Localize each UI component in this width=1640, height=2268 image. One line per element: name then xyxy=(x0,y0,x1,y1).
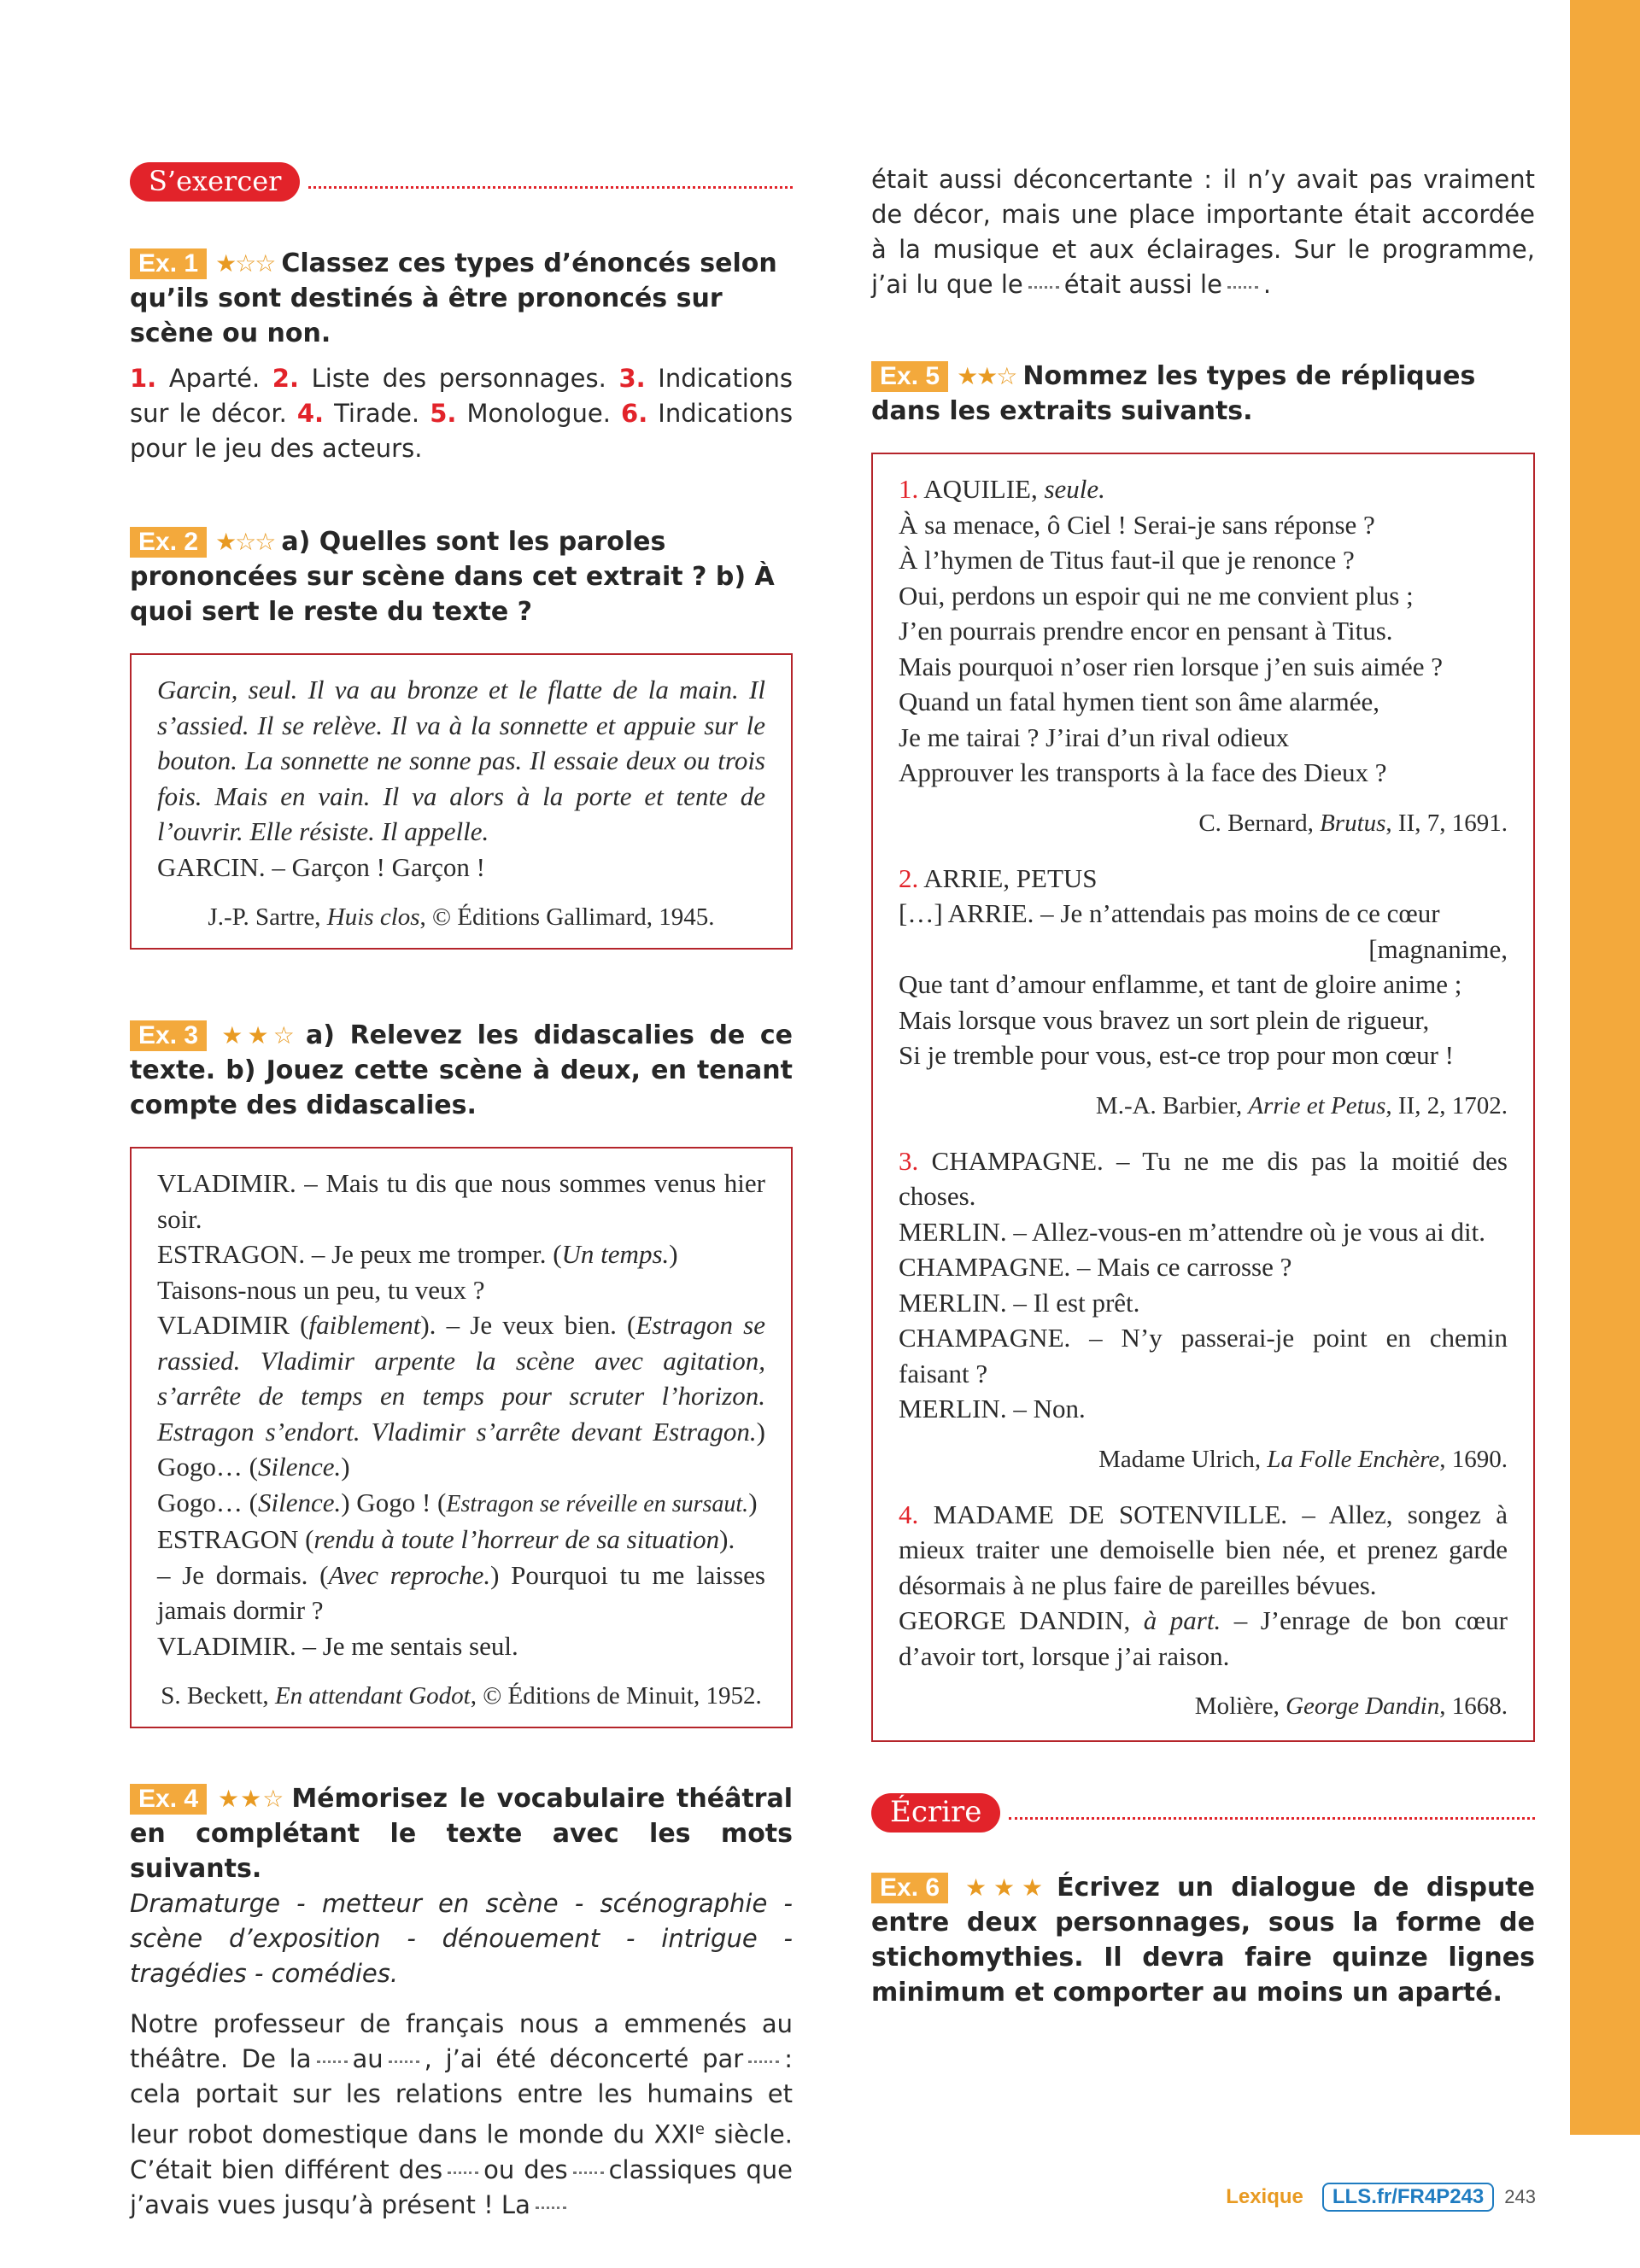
exercise-2-instruction: a) Quelles sont les paroles prononcées sur scène dans cet extrait ? b) À quoi sert le reste du texte ? xyxy=(130,527,775,627)
stage-direction: faiblement xyxy=(308,1310,421,1340)
left-column xyxy=(130,162,793,2223)
excerpts-box xyxy=(871,453,1535,1742)
excerpt-box-sartre xyxy=(130,653,793,950)
item-text: Monologue. xyxy=(466,399,611,428)
dialogue-line xyxy=(157,1522,765,1558)
line-text: VLADIMIR ( xyxy=(157,1310,309,1340)
source-work: Huis clos xyxy=(326,903,420,931)
source-work: Arrie et Petus xyxy=(1248,1091,1386,1119)
blank-field[interactable] xyxy=(317,2060,348,2063)
blank-field[interactable] xyxy=(1028,286,1059,289)
exercise-6 xyxy=(871,1870,1535,2010)
speakers: ARRIE, PETUS xyxy=(923,862,1098,893)
exercise-3-instruction: a) Relevez les didascalies de ce texte. b) Jouez cette scène à deux, en tenant compte des didascalies. xyxy=(130,1020,793,1120)
source-ref: , 1668. xyxy=(1439,1692,1508,1720)
exercise-1-instruction: Classez ces types d’énoncés selon qu’ils sont destinés à être prononcés sur scène ou non. xyxy=(130,248,777,348)
exercise-6-badge: Ex. 6 xyxy=(871,1873,948,1903)
cloze-segment: siècle. C’était bien différent des xyxy=(130,2119,793,2184)
exercise-5-badge: Ex. 5 xyxy=(871,361,948,392)
exercise-4-instruction: Mémorisez le vocabulaire théâtral en complétant le texte avec les mots suivants. xyxy=(130,1784,793,1884)
right-column xyxy=(871,162,1535,2010)
excerpt-2 xyxy=(899,861,1508,1123)
stage-direction: Garcin, seul. Il va au bronze et le flatte de la main. Il s’assied. Il se relève. Il va à la sonnette et appuie sur le bouton. La sonnette ne sonne pas. Il essaie deux ou trois fois. Mais en vain. Il va alors à la porte et tente de l’ouvrir. Elle résiste. Il appelle. xyxy=(157,675,765,846)
page-footer xyxy=(1226,2183,1536,2212)
difficulty-stars-icon: ★★☆ xyxy=(957,362,1016,390)
source-author: J.-P. Sartre, xyxy=(208,903,327,931)
excerpt-source xyxy=(157,1679,765,1713)
exercise-5-title xyxy=(871,359,1535,429)
item-text: Aparté. xyxy=(168,364,261,393)
source-author: Madame Ulrich, xyxy=(1098,1445,1268,1473)
excerpt-source xyxy=(899,806,1508,840)
excerpt-heading xyxy=(899,471,1508,507)
exercise-1-badge: Ex. 1 xyxy=(130,248,207,279)
line-text: ). xyxy=(719,1524,735,1554)
dialogue-line xyxy=(157,1558,765,1628)
blank-field[interactable] xyxy=(536,2207,566,2209)
exercise-2 xyxy=(130,524,793,950)
verse-line: Mais pourquoi n’oser rien lorsque j’en suis aimée ? xyxy=(899,651,1444,681)
item-number: 3. xyxy=(618,364,646,393)
blank-field[interactable] xyxy=(573,2172,604,2174)
exercise-3-title xyxy=(130,1018,793,1123)
item-text: Tirade. xyxy=(334,399,420,428)
cloze-segment: ou des xyxy=(483,2154,568,2184)
dialogue-line xyxy=(157,1236,765,1272)
section-header-exercer xyxy=(130,162,793,202)
exercise-5 xyxy=(871,359,1535,1742)
source-author: M.-A. Barbier, xyxy=(1095,1091,1249,1119)
dotted-rule xyxy=(308,186,793,189)
verse-line: À l’hymen de Titus faut-il que je renonce ? xyxy=(899,545,1355,575)
blank-field[interactable] xyxy=(748,2060,779,2063)
footer-link[interactable]: LLS.fr/FR4P243 xyxy=(1322,2183,1494,2212)
line-text: GEORGE DANDIN, xyxy=(899,1605,1144,1635)
dialogue-line xyxy=(157,1307,765,1485)
exercise-4 xyxy=(130,1781,793,2223)
source-work: George Dandin xyxy=(1286,1692,1440,1720)
dialogue-line: VLADIMIR. – Je me sentais seul. xyxy=(157,1630,518,1661)
dialogue-line: GARCIN. – Garçon ! Garçon ! xyxy=(157,851,485,882)
line-text: MADAME DE SOTENVILLE. – Allez, songez à mieux traiter une demoiselle bien née, et prenez garde désormais à ne plus faire de pareilles bévues. xyxy=(899,1499,1508,1600)
item-number: 5. xyxy=(430,399,457,428)
source-author: S. Beckett, xyxy=(161,1682,275,1710)
item-number: 4. xyxy=(296,399,325,428)
verse-line: J’en pourrais prendre encor en pensant à Titus. xyxy=(899,616,1393,646)
exercise-3 xyxy=(130,1018,793,1728)
stage-direction: rendu à toute l’horreur de sa situation xyxy=(313,1524,720,1554)
dialogue-line: VLADIMIR. – Mais tu dis que nous sommes venus hier soir. xyxy=(157,1168,765,1234)
dialogue-line xyxy=(899,1143,1508,1214)
dialogue-line xyxy=(157,1485,765,1523)
footer-lexique-label: Lexique xyxy=(1226,2185,1303,2208)
dialogue-line: MERLIN. – Allez-vous-en m’attendre où je vous ai dit. xyxy=(899,1216,1486,1247)
section-title-exercer: S’exercer xyxy=(130,162,300,202)
exercise-1-title xyxy=(130,246,793,351)
blank-field[interactable] xyxy=(448,2172,478,2174)
dialogue-line: MERLIN. – Non. xyxy=(899,1394,1086,1423)
cloze-segment: . xyxy=(1262,270,1272,299)
dialogue-line: CHAMPAGNE. – Mais ce carrosse ? xyxy=(899,1252,1292,1282)
source-publisher: , © Éditions Gallimard, 1945. xyxy=(419,903,715,931)
source-ref: , 1690. xyxy=(1439,1445,1508,1473)
line-text: ) Gogo ! ( xyxy=(341,1487,447,1517)
verse-line: Oui, perdons un espoir qui ne me convient plus ; xyxy=(899,580,1414,611)
difficulty-stars-icon: ★☆☆ xyxy=(215,528,275,556)
cloze-segment: était aussi déconcertante : il n’y avait pas vraiment de décor, mais une place importante était accordée à la musique et aux éclairages. Sur le programme, j’ai lu que le xyxy=(871,165,1535,299)
line-text: – Je dormais. ( xyxy=(157,1559,329,1590)
verse-line: Approuver les transports à la face des Dieux ? xyxy=(899,757,1387,787)
cloze-segment: : cela portait sur les relations entre les humains et leur robot domestique dans le monde du XXI xyxy=(130,2044,793,2149)
verse-line: Que tant d’amour enflamme, et tant de gloire anime ; xyxy=(899,969,1462,999)
stage-direction: seule. xyxy=(1044,474,1105,504)
dialogue-line xyxy=(899,1497,1508,1604)
line-text: ESTRAGON ( xyxy=(157,1524,314,1554)
excerpt-1 xyxy=(899,471,1508,840)
source-author: Molière, xyxy=(1194,1692,1286,1720)
stage-direction: à part. xyxy=(1143,1605,1221,1635)
exercise-2-badge: Ex. 2 xyxy=(130,527,207,558)
line-text: ) xyxy=(341,1452,350,1482)
line-text: ). – Je veux bien. ( xyxy=(420,1310,636,1340)
difficulty-stars-icon: ★★★ xyxy=(957,1873,1051,1902)
exercise-4-title xyxy=(130,1781,793,1886)
section-header-ecrire xyxy=(871,1793,1535,1833)
page-edge-band xyxy=(1570,0,1640,2135)
excerpt-3 xyxy=(899,1143,1508,1476)
stage-direction: Silence. xyxy=(257,1452,342,1482)
cloze-text xyxy=(130,2007,793,2223)
verse-line: Quand un fatal hymen tient son âme alarmée, xyxy=(899,687,1379,716)
line-text: ) Gogo… ( xyxy=(157,1416,765,1482)
excerpt-source xyxy=(899,1442,1508,1476)
verse-line: Je me tairai ? J’irai d’un rival odieux xyxy=(899,722,1290,752)
cloze-text-continued xyxy=(871,162,1535,302)
excerpt-source xyxy=(157,900,765,934)
verse-line-overflow: [magnanime, xyxy=(1368,933,1508,964)
line-text: Gogo… ( xyxy=(157,1487,258,1517)
superscript: e xyxy=(694,2120,705,2138)
dialogue-line: MERLIN. – Il est prêt. xyxy=(899,1287,1140,1318)
exercise-2-title xyxy=(130,524,793,629)
dotted-rule xyxy=(1009,1817,1535,1820)
source-author: C. Bernard, xyxy=(1198,809,1321,837)
item-number: 1. xyxy=(130,364,157,393)
source-work: En attendant Godot xyxy=(274,1682,471,1710)
cloze-segment: était aussi le xyxy=(1063,270,1222,299)
exercise-1 xyxy=(130,246,793,466)
excerpt-number: 1. xyxy=(899,474,919,504)
difficulty-stars-icon: ★☆☆ xyxy=(215,249,275,278)
stage-direction: Silence. xyxy=(257,1487,342,1517)
excerpt-box-beckett xyxy=(130,1147,793,1728)
source-work: La Folle Enchère xyxy=(1267,1445,1440,1473)
excerpt-heading xyxy=(899,861,1508,897)
excerpt-number: 3. xyxy=(899,1145,919,1176)
difficulty-stars-icon: ★★☆ xyxy=(215,1785,285,1813)
dialogue-line: Taisons-nous un peu, tu veux ? xyxy=(157,1274,485,1305)
source-ref: , II, 2, 1702. xyxy=(1385,1091,1508,1119)
line-text: ) xyxy=(748,1487,758,1517)
speaker: AQUILIE, xyxy=(923,474,1045,504)
verse-line: […] ARRIE. – Je n’attendais pas moins de ce cœur xyxy=(899,898,1440,928)
blank-field[interactable] xyxy=(1227,286,1258,289)
item-number: 2. xyxy=(272,364,299,393)
excerpt-source xyxy=(899,1689,1508,1723)
exercise-6-title xyxy=(871,1870,1535,2010)
page-number: 243 xyxy=(1504,2186,1536,2207)
stage-direction: Avec reproche. xyxy=(328,1559,491,1590)
stage-direction: Un temps. xyxy=(561,1239,670,1269)
blank-field[interactable] xyxy=(389,2060,419,2063)
exercise-1-list xyxy=(130,361,793,466)
dialogue-line xyxy=(899,1603,1508,1674)
item-text: Liste des personnages. xyxy=(311,364,606,393)
stage-direction: Estragon se réveille en sursaut. xyxy=(446,1490,749,1517)
verse-line: À sa menace, ô Ciel ! Serai-je sans réponse ? xyxy=(899,509,1375,540)
cloze-segment: , j’ai été déconcerté par xyxy=(424,2044,744,2073)
exercise-6-instruction: Écrivez un dialogue de dispute entre deux personnages, sous la forme de stichomythies. Il devra faire quinze lignes minimum et comporter au moins un aparté. xyxy=(871,1873,1535,2008)
item-text: Indications sur le décor. xyxy=(130,364,794,428)
stage-direction: Estragon se rassied. Vladimir arpente la scène avec agitation, s’arrête de temps en temps pour scruter l’horizon. Estragon s’endort. Vladimir s’arrête devant Estragon. xyxy=(157,1310,766,1447)
excerpt-number: 4. xyxy=(899,1499,919,1529)
exercise-5-instruction: Nommez les types de répliques dans les extraits suivants. xyxy=(871,361,1476,426)
section-title-ecrire: Écrire xyxy=(871,1793,1000,1833)
exercise-3-badge: Ex. 3 xyxy=(130,1020,207,1051)
verse-line: Si je tremble pour vous, est-ce trop pour mon cœur ! xyxy=(899,1040,1454,1070)
line-text: CHAMPAGNE. – Tu ne me dis pas la moitié des choses. xyxy=(899,1145,1508,1211)
cloze-segment: classiques que j’avais vues jusqu’à présent ! La xyxy=(130,2154,793,2219)
item-text: Indications pour le jeu des acteurs. xyxy=(130,399,794,463)
dialogue-line: CHAMPAGNE. – N’y passerai-je point en chemin faisant ? xyxy=(899,1323,1508,1388)
exercise-4-badge: Ex. 4 xyxy=(130,1784,207,1815)
line-text: ) Pourquoi tu me laisses jamais dormir ? xyxy=(157,1559,765,1625)
excerpt-source xyxy=(899,1089,1508,1123)
word-list: Dramaturge - metteur en scène - scénographie - scène d’exposition - dénouement - intrigue - tragédies - comédies. xyxy=(130,1889,793,1988)
excerpt-4 xyxy=(899,1497,1508,1724)
item-number: 6. xyxy=(621,399,648,428)
line-text: – J’enrage de bon cœur d’avoir tort, lorsque j’ai raison. xyxy=(899,1605,1508,1671)
line-text: ) xyxy=(669,1239,678,1269)
cloze-segment: Notre professeur de français nous a emmenés au théâtre. De la xyxy=(130,2009,793,2073)
excerpt-number: 2. xyxy=(899,862,919,893)
source-publisher: , © Éditions de Minuit, 1952. xyxy=(470,1682,762,1710)
cloze-segment: au xyxy=(352,2044,384,2073)
source-work: Brutus xyxy=(1320,809,1386,837)
line-text: ESTRAGON. – Je peux me tromper. ( xyxy=(157,1239,562,1269)
verse-line: Mais lorsque vous bravez un sort plein de rigueur, xyxy=(899,1004,1430,1035)
difficulty-stars-icon: ★★☆ xyxy=(215,1021,300,1049)
source-ref: , II, 7, 1691. xyxy=(1385,809,1508,837)
